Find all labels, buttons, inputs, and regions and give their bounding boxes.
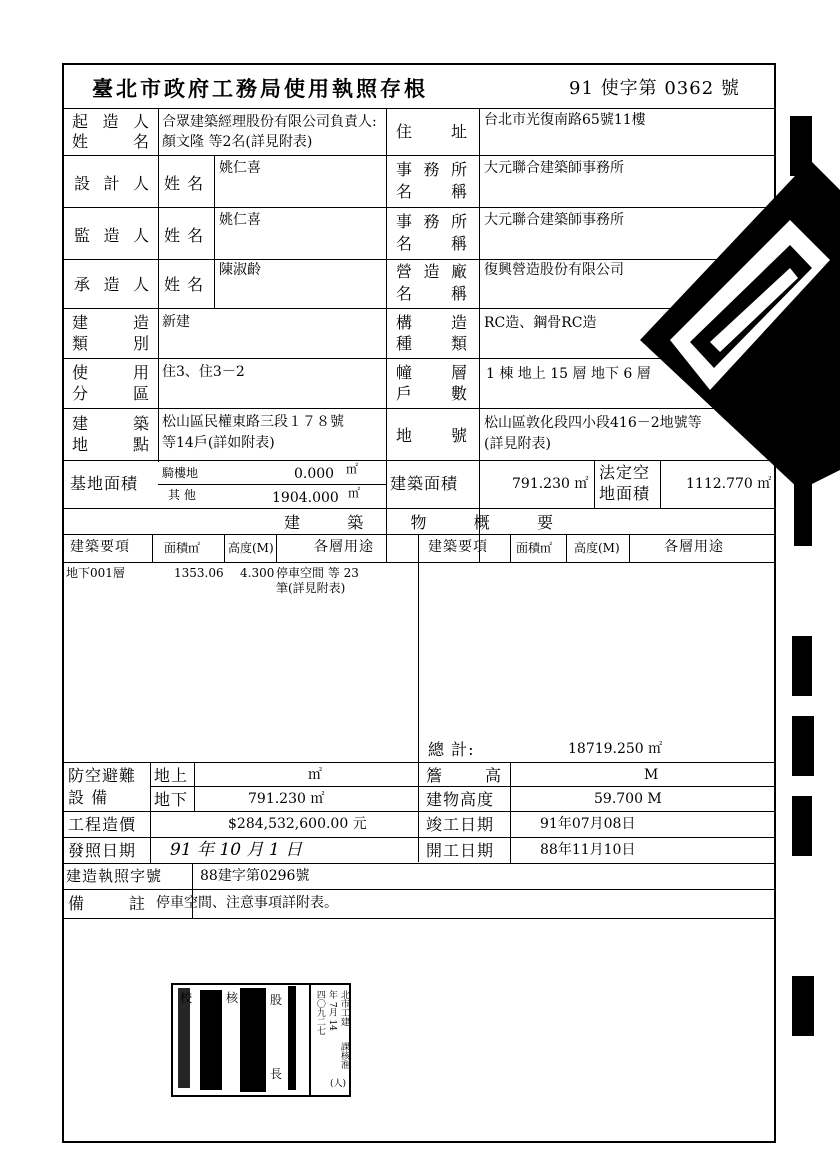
building-type: 新建 — [162, 314, 190, 330]
supervisor-label: 監 造 人 — [74, 226, 150, 245]
contractor-name: 陳淑齡 — [219, 262, 261, 278]
other-label: 其 他 — [168, 488, 196, 502]
col-item-right: 建築要項 — [428, 539, 488, 555]
stamp-chief: 長 — [270, 1067, 283, 1081]
cost-label: 工程造價 — [68, 815, 137, 834]
zone-label-2: 分 區 — [72, 384, 150, 403]
total-label: 總 計: — [428, 740, 475, 759]
start-label: 開工日期 — [426, 841, 495, 860]
legal-open-area: 1112.770 ㎡ — [686, 476, 772, 492]
start-date: 88年11月10日 — [540, 842, 636, 858]
diagonal-stamp-artifact — [600, 110, 840, 530]
eave-label: 簷 高 — [426, 766, 502, 785]
site-label: 建 築 — [72, 414, 150, 433]
stamp-section: 股 — [270, 993, 283, 1007]
site-address: 松山區民權東路三段１７８號 — [162, 414, 344, 430]
floor-row-height: 4.300 — [240, 566, 275, 580]
lot-label: 地 號 — [396, 426, 468, 445]
issue-label: 發照日期 — [68, 841, 137, 860]
floor-row-use: 停車空間 等 23 — [276, 566, 359, 580]
above-label: 地上 — [154, 766, 189, 785]
approval-stamp — [170, 980, 352, 1100]
col-area-right: 面積㎡ — [516, 541, 553, 555]
contractor-office-label-2: 名 稱 — [396, 284, 468, 303]
stamp-office: 北市工建 — [338, 990, 349, 1026]
floors-value: 1 棟 地上 15 層 地下 6 層 — [486, 366, 651, 382]
permit-value: 88建字第0296號 — [200, 868, 310, 884]
arcade-label: 騎樓地 — [162, 466, 199, 480]
shelter-label: 防空避難 — [68, 766, 137, 785]
contractor-office: 復興營造股份有限公司 — [484, 262, 624, 278]
site-address-2: 等14戶(詳如附表) — [162, 435, 275, 451]
remark-label: 備 註 — [68, 894, 146, 913]
floors-label-2: 戶 數 — [396, 384, 468, 403]
other-unit: ㎡ — [348, 486, 361, 500]
arcade-value: 0.000 — [294, 466, 335, 482]
building-type-label-2: 類 別 — [72, 334, 150, 353]
remark-value: 停車空間、注意事項詳附表。 — [156, 895, 338, 911]
owner-name-label: 姓 名 — [72, 132, 150, 151]
eave-value: M — [644, 767, 659, 783]
contractor-label: 承 造 人 — [74, 275, 150, 294]
site-label-2: 地 點 — [72, 435, 150, 454]
cost-value: $284,532,600.00 元 — [228, 816, 367, 832]
building-height: 59.700 M — [594, 791, 662, 807]
address-label: 住 址 — [396, 122, 468, 141]
floor-row-area: 1353.06 — [174, 566, 224, 580]
stamp-verify: 核 — [226, 991, 239, 1005]
stamp-date: 年 7月 14 — [326, 990, 337, 1031]
designer-label: 設 計 人 — [74, 174, 150, 193]
license-number: 91 使字第 0362 號 — [569, 78, 740, 99]
other-value: 1904.000 — [272, 490, 339, 506]
supervisor-name-label: 姓 名 — [164, 226, 205, 245]
col-height-left: 高度(M) — [228, 541, 274, 555]
building-area: 791.230 ㎡ — [512, 476, 589, 492]
supervisor-office: 大元聯合建築師事務所 — [484, 212, 624, 228]
stamp-approved: 課核准 — [338, 1042, 349, 1069]
supervisor-name: 姚仁喜 — [219, 212, 261, 228]
contractor-name-label: 姓 名 — [164, 275, 205, 294]
shelter-label-2: 設 備 — [68, 788, 109, 807]
owner-label: 起 造 人 — [72, 112, 150, 131]
arcade-unit: ㎡ — [346, 462, 359, 476]
lot-value: 松山區敦化段四小段416－2地號等 — [484, 415, 702, 431]
above-value: ㎡ — [308, 767, 322, 783]
total-area: 18719.250 ㎡ — [568, 741, 663, 757]
col-use-right: 各層用途 — [664, 539, 724, 555]
form-title: 臺北市政府工務局使用執照存根 — [92, 76, 428, 101]
permit-label: 建造執照字號 — [66, 867, 163, 885]
stamp-check: 校 — [180, 991, 193, 1005]
designer-office: 大元聯合建築師事務所 — [484, 160, 624, 176]
legal-open-label: 法定空 — [599, 463, 651, 482]
structure-label: 構 造 — [396, 313, 468, 332]
issue-date: 91 年 10 月 1 日 — [170, 840, 303, 860]
supervisor-office-label-2: 名 稱 — [396, 234, 468, 253]
col-height-right: 高度(M) — [574, 541, 620, 555]
col-area-left: 面積㎡ — [164, 541, 201, 555]
address-value: 台北市光復南路65號11樓 — [484, 112, 646, 128]
designer-office-label: 事 務 所 — [396, 160, 468, 179]
base-area-label: 基地面積 — [70, 474, 139, 493]
col-use-left: 各層用途 — [314, 539, 374, 555]
designer-office-label-2: 名 稱 — [396, 182, 468, 201]
owner-value: 合眾建築經理股份有限公司負責人:顏文隆 等2名(詳見附表) — [162, 114, 377, 150]
legal-open-label-2: 地面積 — [599, 484, 651, 503]
stamp-number: 四〇九二七 — [314, 990, 325, 1035]
below-value: 791.230 ㎡ — [248, 791, 325, 807]
floor-row-use-2: 筆(詳見附表) — [276, 581, 346, 595]
zone-label: 使 用 — [72, 363, 150, 382]
zone-value: 住3、住3－2 — [162, 364, 245, 380]
below-label: 地下 — [154, 790, 189, 809]
floor-row-item: 地下001層 — [66, 566, 125, 580]
completion-date: 91年07月08日 — [540, 816, 636, 832]
building-area-label: 建築面積 — [390, 474, 459, 493]
structure-label-2: 種 類 — [396, 334, 468, 353]
completion-label: 竣工日期 — [426, 815, 495, 834]
stamp-person: (人) — [330, 1079, 347, 1089]
structure-type: RC造、鋼骨RC造 — [484, 315, 597, 331]
designer-name: 姚仁喜 — [219, 160, 261, 176]
building-type-label: 建 造 — [72, 313, 150, 332]
supervisor-office-label: 事 務 所 — [396, 212, 468, 231]
floors-label: 幢 層 — [396, 363, 468, 382]
building-height-label: 建物高度 — [426, 790, 495, 809]
lot-value-2: (詳見附表) — [484, 436, 551, 452]
contractor-office-label: 營 造 廠 — [396, 262, 468, 281]
designer-name-label: 姓 名 — [164, 174, 205, 193]
col-item-left: 建築要項 — [70, 539, 130, 555]
overview-title: 建 築 物 概 要 — [284, 513, 554, 532]
